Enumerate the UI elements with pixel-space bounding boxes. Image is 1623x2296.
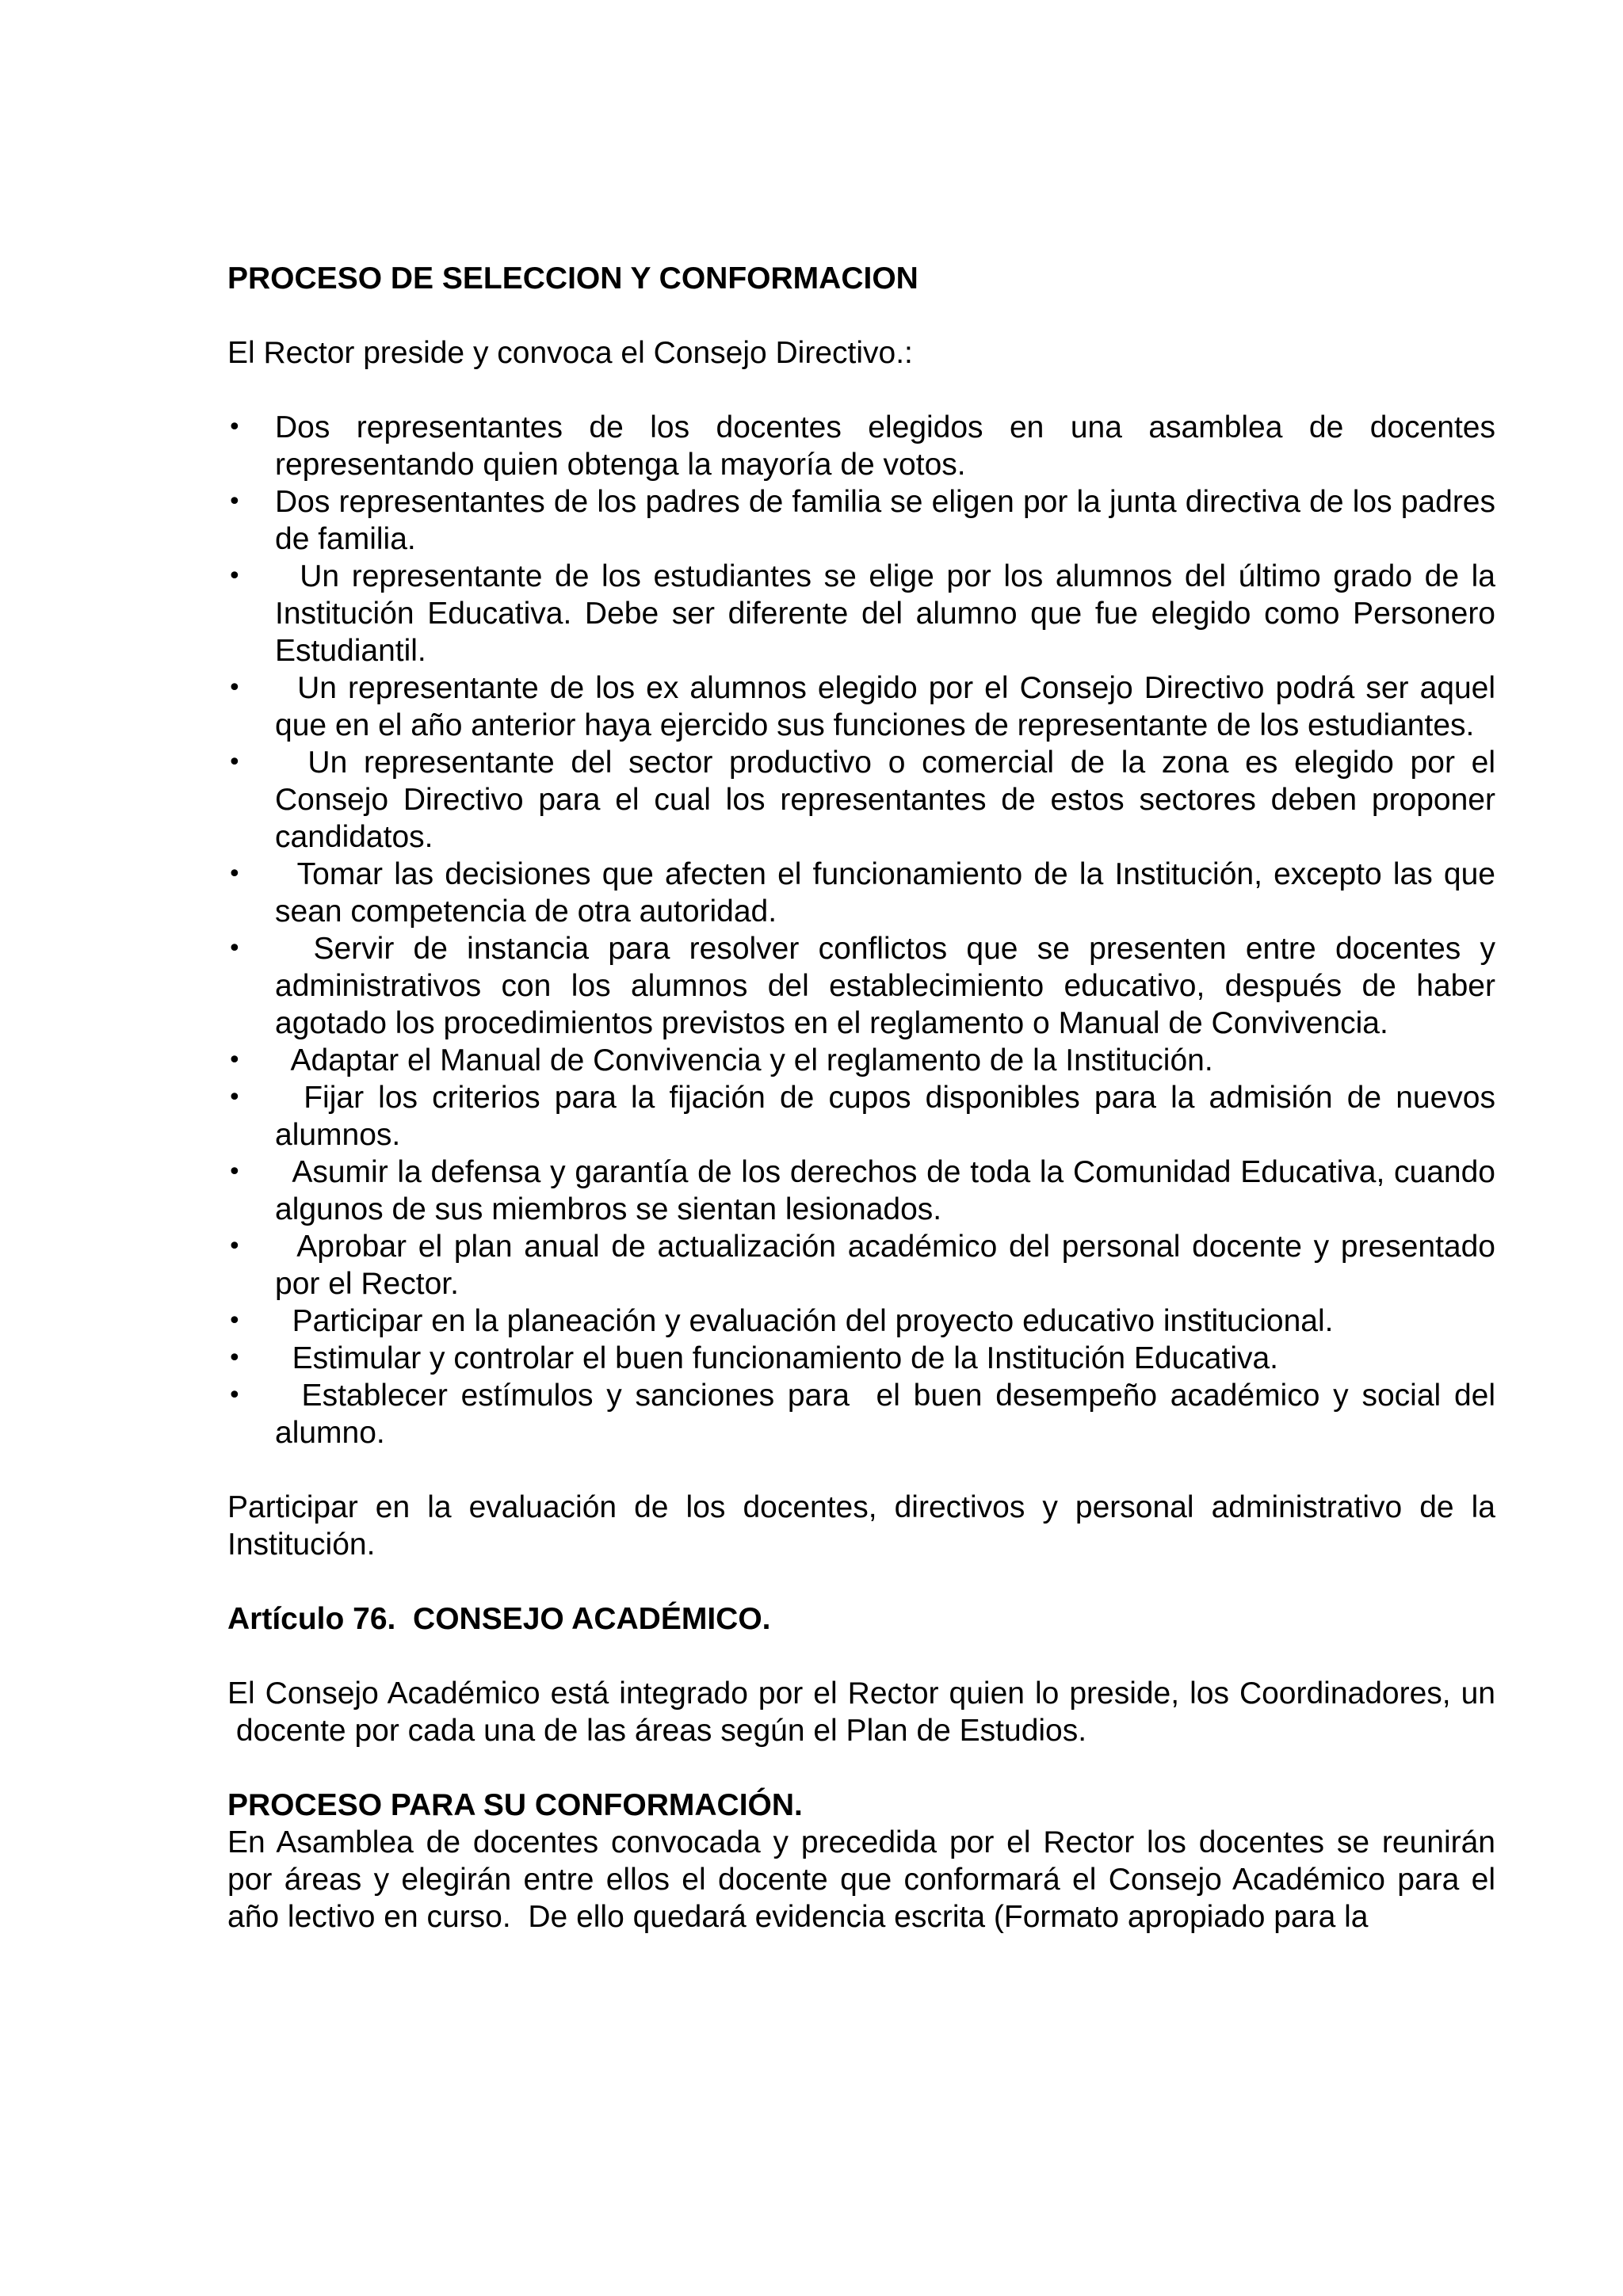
list-item-text: Dos representantes de los docentes elegidos en una asamblea de docentes representando quien obtenga la mayoría de votos.: [275, 410, 1495, 482]
bullet-icon: •: [227, 1344, 242, 1372]
list-item-text: Aprobar el plan anual de actualización académico del personal docente y presentado por el Rector.: [275, 1230, 1495, 1301]
bullet-icon: •: [227, 414, 242, 441]
bullet-icon: •: [227, 674, 242, 702]
list-item: [227, 1228, 1495, 1302]
list-item: [227, 744, 1495, 856]
list-item: [227, 1340, 1495, 1377]
bullet-icon: •: [227, 749, 242, 776]
list-item-text: Establecer estímulos y sanciones para el buen desempeño académico y social del alumno.: [275, 1379, 1495, 1450]
list-item: [227, 1377, 1495, 1451]
bullet-list: [227, 409, 1495, 1451]
list-item-text: Servir de instancia para resolver conflictos que se presenten entre docentes y administrativos con los alumnos del establecimiento educativo, después de haber agotado los procedimientos previstos en el reglamento o Manual de Convivencia.: [275, 932, 1495, 1040]
list-item-text: Un representante de los estudiantes se elige por los alumnos del último grado de la Institución Educativa. Debe ser diferente del alumno que fue elegido como Personero Estudiantil.: [275, 559, 1495, 668]
closing-paragraph: Participar en la evaluación de los docentes, directivos y personal administrativo de la Institución.: [227, 1490, 1495, 1562]
list-item-text: Asumir la defensa y garantía de los derechos de toda la Comunidad Educativa, cuando algunos de sus miembros se sientan lesionados.: [275, 1155, 1495, 1226]
list-item-text: Estimular y controlar el buen funcionamiento de la Institución Educativa.: [275, 1341, 1279, 1375]
section-title-seleccion: PROCESO DE SELECCION Y CONFORMACION: [227, 261, 918, 296]
bullet-icon: •: [227, 1158, 242, 1186]
list-item-text: Dos representantes de los padres de familia se eligen por la junta directiva de los padres de familia.: [275, 485, 1495, 556]
document-page: [227, 260, 1495, 1936]
list-item: [227, 1042, 1495, 1079]
bullet-icon: •: [227, 1084, 242, 1112]
list-item: [227, 409, 1495, 483]
bullet-icon: •: [227, 935, 242, 963]
list-item: [227, 558, 1495, 669]
bullet-icon: •: [227, 488, 242, 516]
list-item: [227, 856, 1495, 930]
section-title-conformacion: PROCESO PARA SU CONFORMACIÓN.: [227, 1788, 803, 1822]
article-76-title: Artículo 76. CONSEJO ACADÉMICO.: [227, 1602, 771, 1636]
bullet-icon: •: [227, 563, 242, 590]
list-item: [227, 669, 1495, 744]
bullet-icon: •: [227, 1047, 242, 1074]
article-76-body: El Consejo Académico está integrado por el Rector quien lo preside, los Coordinadores, un docente por cada una de las áreas según el Plan de Estudios.: [227, 1676, 1495, 1748]
list-item-text: Un representante del sector productivo o comercial de la zona es elegido por el Consejo Directivo para el cual los representantes de estos sectores deben proponer candidatos.: [275, 746, 1495, 854]
bullet-icon: •: [227, 1307, 242, 1335]
list-item-text: Adaptar el Manual de Convivencia y el reglamento de la Institución.: [275, 1043, 1213, 1077]
list-item: [227, 930, 1495, 1042]
list-item: [227, 1154, 1495, 1228]
list-item-text: Tomar las decisiones que afecten el funcionamiento de la Institución, excepto las que sean competencia de otra autoridad.: [275, 857, 1495, 929]
list-item: [227, 1302, 1495, 1340]
conformacion-body: En Asamblea de docentes convocada y precedida por el Rector los docentes se reunirán por áreas y elegirán entre ellos el docente que conformará el Consejo Académico para el año lectivo en curso. De ello quedará evidencia escrita (Formato apropiado para la: [227, 1825, 1495, 1934]
list-item: [227, 1079, 1495, 1154]
list-item-text: Participar en la planeación y evaluación del proyecto educativo institucional.: [275, 1304, 1334, 1338]
bullet-icon: •: [227, 860, 242, 888]
bullet-icon: •: [227, 1233, 242, 1261]
list-item-text: Un representante de los ex alumnos elegido por el Consejo Directivo podrá ser aquel que en el año anterior haya ejercido sus funciones de representante de los estudiantes.: [275, 671, 1495, 742]
intro-paragraph: El Rector preside y convoca el Consejo Directivo.:: [227, 336, 913, 370]
bullet-icon: •: [227, 1382, 242, 1409]
list-item-text: Fijar los criterios para la fijación de cupos disponibles para la admisión de nuevos alumnos.: [275, 1081, 1495, 1152]
list-item: [227, 483, 1495, 558]
